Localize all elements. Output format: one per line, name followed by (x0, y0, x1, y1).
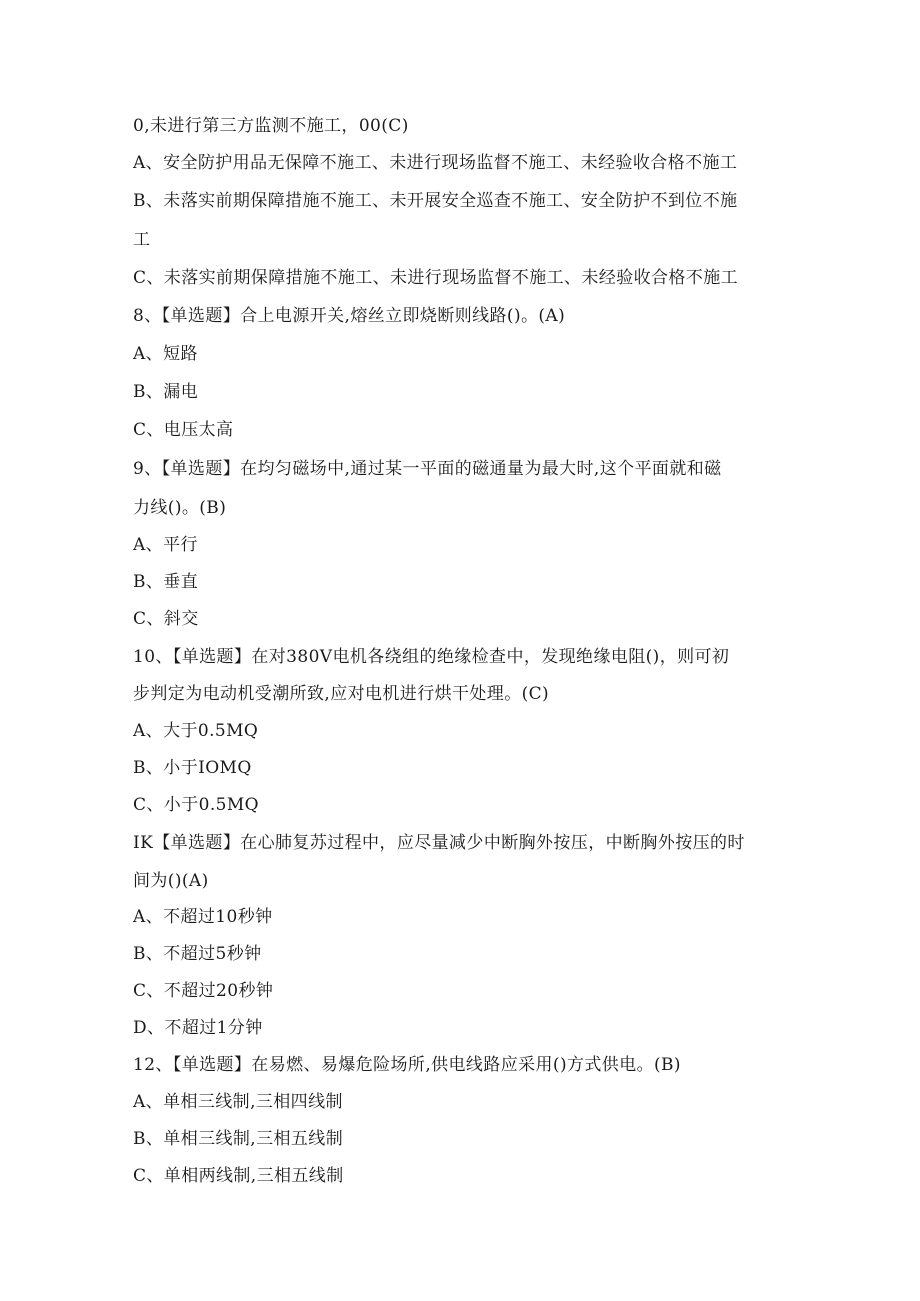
text-line-22: B、不超过5秒钟 (133, 944, 262, 964)
text-line-7: B、漏电 (133, 382, 199, 402)
text-line-4: C、未落实前期保障措施不施工、未进行现场监督不施工、未经验收合格不施工 (133, 268, 739, 288)
text-line-9: 9、【单选题】在均匀磁场中,通过某一平面的磁通量为最大时,这个平面就和磁 (133, 459, 722, 479)
text-line-19: IK【单选题】在心肺复苏过程中，应尽量减少中断胸外按压，中断胸外按压的时 (133, 833, 745, 853)
text-line-12: B、垂直 (133, 572, 199, 592)
text-line-1: A、安全防护用品无保障不施工、未进行现场监督不施工、未经验收合格不施工 (133, 153, 738, 173)
text-line-8: C、电压太高 (133, 420, 234, 440)
text-line-21: A、不超过10秒钟 (133, 907, 273, 927)
text-line-11: A、平行 (133, 535, 198, 555)
text-line-28: C、单相两线制,三相五线制 (133, 1166, 344, 1186)
text-line-0: 0,未进行第三方监测不施工，00(C) (133, 116, 409, 136)
text-line-2: B、未落实前期保障措施不施工、未开展安全巡查不施工、安全防护不到位不施 (133, 191, 738, 211)
text-line-18: C、小于0.5MQ (133, 795, 259, 815)
text-line-26: A、单相三线制,三相四线制 (133, 1092, 343, 1112)
text-line-3: 工 (133, 230, 151, 250)
text-line-23: C、不超过20秒钟 (133, 981, 274, 1001)
text-line-5: 8、【单选题】合上电源开关,熔丝立即烧断则线路()。(A) (133, 306, 566, 326)
text-line-16: A、大于0.5MQ (133, 721, 259, 741)
text-line-10: 力线()。(B) (133, 498, 227, 518)
text-line-24: D、不超过1分钟 (133, 1018, 263, 1038)
text-line-17: B、小于IOMQ (133, 758, 252, 778)
text-line-14: 10、【单选题】在对380V电机各绕组的绝缘检查中，发现绝缘电阻()，则可初 (133, 647, 730, 667)
text-line-6: A、短路 (133, 344, 198, 364)
text-line-27: B、单相三线制,三相五线制 (133, 1129, 344, 1149)
text-line-13: C、斜交 (133, 609, 199, 629)
text-line-25: 12、【单选题】在易燃、易爆危险场所,供电线路应采用()方式供电。(B) (133, 1055, 681, 1075)
text-line-15: 步判定为电动机受潮所致,应对电机进行烘干处理。(C) (133, 684, 550, 704)
text-line-20: 间为()(A) (133, 871, 209, 891)
